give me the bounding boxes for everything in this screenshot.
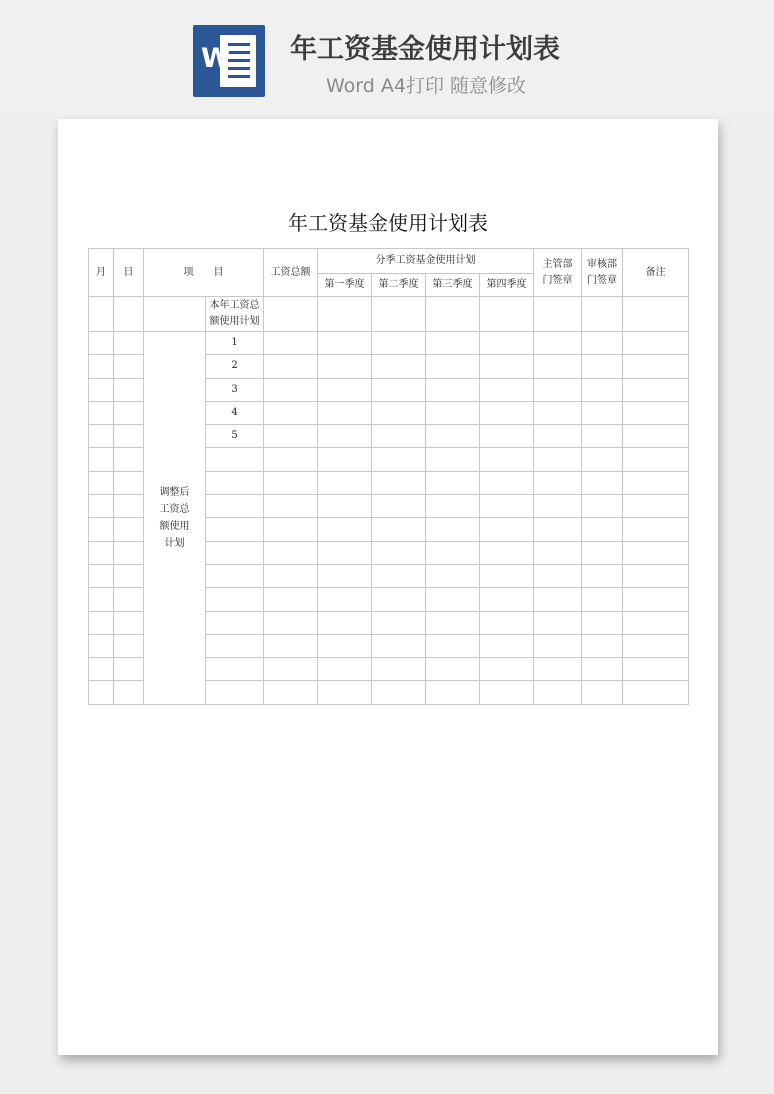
day-cell[interactable] xyxy=(114,378,144,401)
table-cell[interactable] xyxy=(534,378,582,401)
table-cell[interactable] xyxy=(318,541,372,564)
header-item: 项 目 xyxy=(144,249,264,297)
table-cell[interactable] xyxy=(426,588,480,611)
table-cell[interactable] xyxy=(623,518,689,541)
table-cell[interactable] xyxy=(534,495,582,518)
month-cell[interactable] xyxy=(89,401,114,424)
wage-fund-plan-table xyxy=(88,248,689,705)
page-title: 年工资基金使用计划表 xyxy=(290,34,560,65)
table-cell[interactable] xyxy=(623,332,689,355)
table-cell[interactable] xyxy=(480,378,534,401)
row-number-cell xyxy=(206,681,264,704)
table-cell[interactable] xyxy=(426,658,480,681)
table-cell[interactable] xyxy=(318,495,372,518)
table-cell[interactable] xyxy=(480,564,534,587)
document-title: 年工资基金使用计划表 xyxy=(288,211,488,235)
table-cell[interactable] xyxy=(426,518,480,541)
table-cell[interactable] xyxy=(534,401,582,424)
adjusted-plan-label-line: 额使用 xyxy=(159,520,190,532)
table-cell[interactable] xyxy=(264,401,318,424)
table-cell[interactable] xyxy=(480,634,534,657)
adjusted-plan-label-line: 工资总 xyxy=(159,503,190,515)
table-cell[interactable] xyxy=(582,681,623,704)
page-header xyxy=(0,0,774,115)
row-number-cell xyxy=(206,634,264,657)
table-cell[interactable] xyxy=(582,658,623,681)
table-cell[interactable] xyxy=(264,518,318,541)
table-cell[interactable] xyxy=(426,355,480,378)
header-quarterly-plan: 分季工资基金使用计划 xyxy=(318,249,534,274)
row-number-cell xyxy=(206,588,264,611)
table-cell[interactable] xyxy=(534,425,582,448)
month-cell[interactable] xyxy=(89,541,114,564)
table-cell[interactable] xyxy=(582,297,623,332)
table-cell[interactable] xyxy=(372,541,426,564)
row-number-cell: 1 xyxy=(206,332,264,355)
header-dept-sign-line: 门签章 xyxy=(542,274,573,286)
table-cell[interactable] xyxy=(534,471,582,494)
table-cell[interactable] xyxy=(623,658,689,681)
table-cell[interactable] xyxy=(372,401,426,424)
table-cell[interactable] xyxy=(623,588,689,611)
table-cell[interactable] xyxy=(264,355,318,378)
table-cell[interactable] xyxy=(318,564,372,587)
day-cell[interactable] xyxy=(114,471,144,494)
table-cell[interactable] xyxy=(480,518,534,541)
table-cell[interactable] xyxy=(264,448,318,471)
day-cell[interactable] xyxy=(114,518,144,541)
header-audit-sign xyxy=(582,249,623,297)
table-cell[interactable] xyxy=(534,681,582,704)
table-cell[interactable] xyxy=(264,634,318,657)
row-number-cell xyxy=(206,471,264,494)
row-number-cell xyxy=(206,518,264,541)
table-cell[interactable] xyxy=(318,425,372,448)
table-cell[interactable] xyxy=(534,518,582,541)
month-cell[interactable] xyxy=(89,658,114,681)
table-cell[interactable] xyxy=(318,471,372,494)
day-cell[interactable] xyxy=(114,401,144,424)
table-cell[interactable] xyxy=(480,297,534,332)
row-number-cell xyxy=(206,611,264,634)
table-cell[interactable] xyxy=(318,401,372,424)
table-cell[interactable] xyxy=(623,634,689,657)
table-cell[interactable] xyxy=(318,588,372,611)
table-cell[interactable] xyxy=(582,518,623,541)
table-cell[interactable] xyxy=(426,564,480,587)
month-cell[interactable] xyxy=(89,495,114,518)
header-dept-sign xyxy=(534,249,582,297)
table-cell[interactable] xyxy=(623,611,689,634)
table-cell[interactable] xyxy=(534,541,582,564)
table-cell[interactable] xyxy=(318,448,372,471)
table-cell[interactable] xyxy=(582,448,623,471)
annual-plan-label-line: 本年工资总 xyxy=(209,300,260,311)
month-cell[interactable] xyxy=(89,681,114,704)
table-cell[interactable] xyxy=(582,495,623,518)
table-cell[interactable] xyxy=(582,332,623,355)
header-day: 日 xyxy=(114,249,144,297)
table-row xyxy=(89,332,689,355)
table-cell[interactable] xyxy=(264,471,318,494)
word-document-icon xyxy=(193,25,265,97)
table-cell[interactable] xyxy=(480,448,534,471)
table-cell[interactable] xyxy=(144,297,206,332)
row-number-cell xyxy=(206,448,264,471)
table-cell[interactable] xyxy=(372,332,426,355)
table-cell[interactable] xyxy=(318,518,372,541)
table-cell[interactable] xyxy=(582,425,623,448)
table-cell[interactable] xyxy=(534,448,582,471)
month-cell[interactable] xyxy=(89,634,114,657)
table-cell[interactable] xyxy=(372,378,426,401)
header-q2: 第二季度 xyxy=(372,274,426,297)
table-cell[interactable] xyxy=(582,401,623,424)
table-cell[interactable] xyxy=(372,471,426,494)
table-cell[interactable] xyxy=(582,541,623,564)
table-cell[interactable] xyxy=(480,541,534,564)
table-header-row xyxy=(89,249,689,274)
watermark: ​ xyxy=(90,461,106,482)
table-cell[interactable] xyxy=(318,611,372,634)
table-cell[interactable] xyxy=(582,355,623,378)
table-cell[interactable] xyxy=(426,425,480,448)
table-cell[interactable] xyxy=(623,541,689,564)
table-cell[interactable] xyxy=(372,518,426,541)
table-cell[interactable] xyxy=(264,611,318,634)
table-cell[interactable] xyxy=(534,332,582,355)
table-cell[interactable] xyxy=(426,471,480,494)
table-cell[interactable] xyxy=(534,355,582,378)
table-cell[interactable] xyxy=(264,658,318,681)
day-cell[interactable] xyxy=(114,332,144,355)
table-cell[interactable] xyxy=(480,425,534,448)
table-cell[interactable] xyxy=(318,658,372,681)
row-number-cell xyxy=(206,564,264,587)
table-cell[interactable] xyxy=(318,355,372,378)
table-cell[interactable] xyxy=(264,588,318,611)
table-cell[interactable] xyxy=(426,332,480,355)
table-cell[interactable] xyxy=(318,681,372,704)
table-cell[interactable] xyxy=(480,681,534,704)
header-q1: 第一季度 xyxy=(318,274,372,297)
row-number-cell: 3 xyxy=(206,378,264,401)
table-cell[interactable] xyxy=(89,297,114,332)
table-cell[interactable] xyxy=(318,378,372,401)
table-cell[interactable] xyxy=(426,448,480,471)
month-cell[interactable] xyxy=(89,564,114,587)
header-total-wage: 工资总额 xyxy=(264,249,318,297)
month-cell[interactable] xyxy=(89,518,114,541)
table-cell[interactable] xyxy=(426,611,480,634)
month-cell[interactable] xyxy=(89,425,114,448)
row-number-cell: 5 xyxy=(206,425,264,448)
table-cell[interactable] xyxy=(264,297,318,332)
table-cell[interactable] xyxy=(534,297,582,332)
table-cell[interactable] xyxy=(623,448,689,471)
table-cell[interactable] xyxy=(426,681,480,704)
table-cell[interactable] xyxy=(372,588,426,611)
day-cell[interactable] xyxy=(114,564,144,587)
day-cell[interactable] xyxy=(114,588,144,611)
header-audit-sign-line: 审核部 xyxy=(587,258,617,270)
table-cell[interactable] xyxy=(534,634,582,657)
table-cell[interactable] xyxy=(480,588,534,611)
row-number-cell: 4 xyxy=(206,401,264,424)
month-cell[interactable] xyxy=(89,588,114,611)
day-cell[interactable] xyxy=(114,681,144,704)
table-cell[interactable] xyxy=(372,681,426,704)
month-cell[interactable] xyxy=(89,355,114,378)
day-cell[interactable] xyxy=(114,448,144,471)
table-cell[interactable] xyxy=(264,495,318,518)
table-cell[interactable] xyxy=(318,634,372,657)
page-subtitle: Word A4打印 随意修改 xyxy=(326,75,527,97)
table-cell[interactable] xyxy=(480,611,534,634)
day-cell[interactable] xyxy=(114,355,144,378)
header-q3: 第三季度 xyxy=(426,274,480,297)
annual-plan-row xyxy=(89,297,689,332)
month-cell[interactable] xyxy=(89,332,114,355)
table-cell[interactable] xyxy=(534,611,582,634)
table-cell[interactable] xyxy=(480,401,534,424)
table-cell[interactable] xyxy=(372,634,426,657)
annual-plan-label xyxy=(206,297,264,332)
table-cell[interactable] xyxy=(582,471,623,494)
table-cell[interactable] xyxy=(426,297,480,332)
month-cell[interactable] xyxy=(89,611,114,634)
day-cell[interactable] xyxy=(114,425,144,448)
adjusted-plan-label-line: 计划 xyxy=(164,537,185,549)
row-number-cell xyxy=(206,495,264,518)
table-cell[interactable] xyxy=(582,378,623,401)
table-cell[interactable] xyxy=(264,425,318,448)
table-cell[interactable] xyxy=(582,634,623,657)
day-cell[interactable] xyxy=(114,541,144,564)
table-cell[interactable] xyxy=(372,425,426,448)
table-cell[interactable] xyxy=(582,564,623,587)
table-cell[interactable] xyxy=(318,297,372,332)
table-cell[interactable] xyxy=(534,564,582,587)
table-cell[interactable] xyxy=(426,401,480,424)
adjusted-plan-label xyxy=(144,332,206,705)
adjusted-plan-label-line: 调整后 xyxy=(159,486,190,498)
table-cell[interactable] xyxy=(318,332,372,355)
table-cell[interactable] xyxy=(264,564,318,587)
table-cell[interactable] xyxy=(264,332,318,355)
table-cell[interactable] xyxy=(623,297,689,332)
table-cell[interactable] xyxy=(623,355,689,378)
table-cell[interactable] xyxy=(264,541,318,564)
table-cell[interactable] xyxy=(372,564,426,587)
table-cell[interactable] xyxy=(426,634,480,657)
table-cell[interactable] xyxy=(372,355,426,378)
table-cell[interactable] xyxy=(623,425,689,448)
table-cell[interactable] xyxy=(264,378,318,401)
annual-plan-label-line: 额使用计划 xyxy=(209,316,260,327)
month-cell[interactable] xyxy=(89,471,114,494)
table-cell[interactable] xyxy=(114,297,144,332)
day-cell[interactable] xyxy=(114,658,144,681)
table-cell[interactable] xyxy=(623,401,689,424)
table-cell[interactable] xyxy=(623,681,689,704)
table-cell[interactable] xyxy=(534,588,582,611)
table-cell[interactable] xyxy=(480,495,534,518)
day-cell[interactable] xyxy=(114,634,144,657)
table-cell[interactable] xyxy=(426,541,480,564)
table-cell[interactable] xyxy=(534,658,582,681)
document-sheet xyxy=(58,119,718,1055)
table-cell[interactable] xyxy=(582,611,623,634)
header-dept-sign-line: 主管部 xyxy=(542,258,573,270)
month-cell[interactable] xyxy=(89,378,114,401)
row-number-cell: 2 xyxy=(206,355,264,378)
day-cell[interactable] xyxy=(114,495,144,518)
table-cell[interactable] xyxy=(372,448,426,471)
header-remarks: 备注 xyxy=(623,249,689,297)
table-cell[interactable] xyxy=(426,378,480,401)
table-cell[interactable] xyxy=(623,378,689,401)
table-cell[interactable] xyxy=(582,588,623,611)
row-number-cell xyxy=(206,541,264,564)
table-cell[interactable] xyxy=(623,495,689,518)
table-cell[interactable] xyxy=(480,332,534,355)
header-month: 月 xyxy=(89,249,114,297)
table-cell[interactable] xyxy=(372,658,426,681)
table-cell[interactable] xyxy=(264,681,318,704)
table-cell[interactable] xyxy=(480,471,534,494)
table-cell[interactable] xyxy=(426,495,480,518)
word-icon-letter: W xyxy=(201,43,231,74)
table-cell[interactable] xyxy=(372,611,426,634)
table-cell[interactable] xyxy=(623,471,689,494)
table-cell[interactable] xyxy=(480,355,534,378)
header-q4: 第四季度 xyxy=(480,274,534,297)
header-audit-sign-line: 门签章 xyxy=(587,274,617,286)
table-cell[interactable] xyxy=(372,495,426,518)
table-cell[interactable] xyxy=(623,564,689,587)
table-cell[interactable] xyxy=(480,658,534,681)
day-cell[interactable] xyxy=(114,611,144,634)
row-number-cell xyxy=(206,658,264,681)
table-cell[interactable] xyxy=(372,297,426,332)
month-cell[interactable] xyxy=(89,448,114,471)
